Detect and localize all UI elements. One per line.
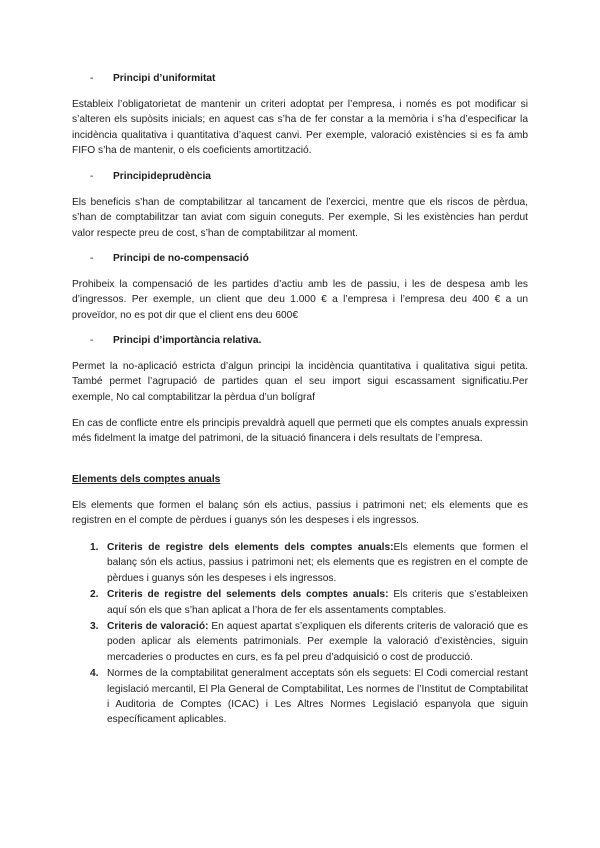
list-number: 3. (90, 621, 99, 633)
heading-label: Principi d’importància relativa. (113, 335, 262, 346)
heading-dash: - (90, 335, 94, 346)
paragraph-no-compensacio: Prohibeix la compensació de les partides d’actiu amb les de passiu, i les de despesa amb les d’ingressos. Per exemple, un client que deu 1.000 € a l’empresa i l’empresa deu 400 € a un proveïdor, no es pot dir que el client ens deu 600€ (72, 279, 528, 321)
list-number: 2. (90, 589, 99, 601)
list-item-bold: Criteris de registre del selements dels comptes anuals: (107, 589, 389, 601)
paragraph-uniformitat: Estableix l’obligatorietat de mantenir un criteri adoptat per l’empresa, i només es pot modificar si s’alteren els supòsits inicials; en aquest cas s’ha de fer constar a la memòria i s’ha d’especificar la incidència qualitativa i quantitativa d’aquest canvi. Per exemple, valoració existències si es fa amb FIFO s’ha de mantenir, o els coeficients amortització. (72, 99, 528, 157)
list-item-text: Els criteris que s’estableixen aquí són els que s’han aplicat a l’hora de fer els assentaments comptables. (107, 589, 528, 616)
list-item (90, 540, 528, 586)
list-item-text: Els elements que formen el balanç són els actius, passius i patrimoni net; els elements que es registren en el compte de pèrdues i guanys són les despeses i els ingressos. (107, 542, 528, 584)
heading-dash: - (90, 73, 94, 84)
heading-label: Principi de no-compensació (113, 253, 249, 264)
heading-dash: - (90, 171, 94, 182)
paragraph-prudencia: Els beneficis s’han de comptabilitzar al tancament de l’exercici, mentre que els riscos de pèrdua, s’han de comptabilitzar tan aviat com siguin coneguts. Per exemple, Si les existències han perdut valor respecte preu de cost, s’han de comptabilitzar al moment. (72, 197, 528, 239)
heading-label: Principideprudència (113, 171, 211, 182)
list-item-bold: Criteris de registre dels elements dels comptes anuals: (107, 542, 394, 553)
paragraph-importancia-relativa: Permet la no-aplicació estricta d’algun principi la incidència quantitativa i qualitativa sigui petita. També permet l’agrupació de partides quan el seu import sigui escassament significatiu.Per exemple, No cal comptabilitzar la pèrdua d’un bolígraf (72, 361, 528, 403)
elements-numbered-list (90, 540, 528, 729)
list-item-bold: Criteris de valoració: (107, 621, 209, 633)
paragraph-conflicte: En cas de conflicte entre els principis prevaldrà aquell que permeti que els comptes anuals expressin més fidelment la imatge del patrimoni, de la situació financera i dels resultats de l’empresa. (72, 418, 528, 445)
list-item-text: En aquest apartat s’expliquen els diferents criteris de valoració que es poden aplicar als elements patrimonials. Per exemple la valoració d’existències, siguin mercaderies o productes en curs, es fa pel preu d’adquisició o cost de producció. (107, 621, 528, 663)
list-item (90, 619, 528, 665)
list-item (90, 666, 528, 728)
paragraph-elements-intro: Els elements que formen el balanç són els actius, passius i patrimoni net; els elements que es registren en el compte de pèrdues i guanys són les despeses i els ingressos. (72, 500, 528, 527)
list-number: 4. (90, 668, 99, 680)
heading-label: Principi d’uniformitat (113, 73, 216, 84)
list-item-text: Normes de la comptabilitat generalment acceptats són els seguets: El Codi comercial restant legislació mercantil, El Pla General de Comptabilitat, Les normes de l’Institut de Comptabilitat i Auditoria de Comptes (ICAC) i Les Altres Normes Legislació espanyola que siguin específicament aplicables. (107, 668, 528, 726)
section-title-elements: Elements dels comptes anuals (72, 474, 221, 485)
list-item (90, 587, 528, 618)
heading-dash: - (90, 253, 94, 264)
list-number: 1. (90, 542, 99, 553)
